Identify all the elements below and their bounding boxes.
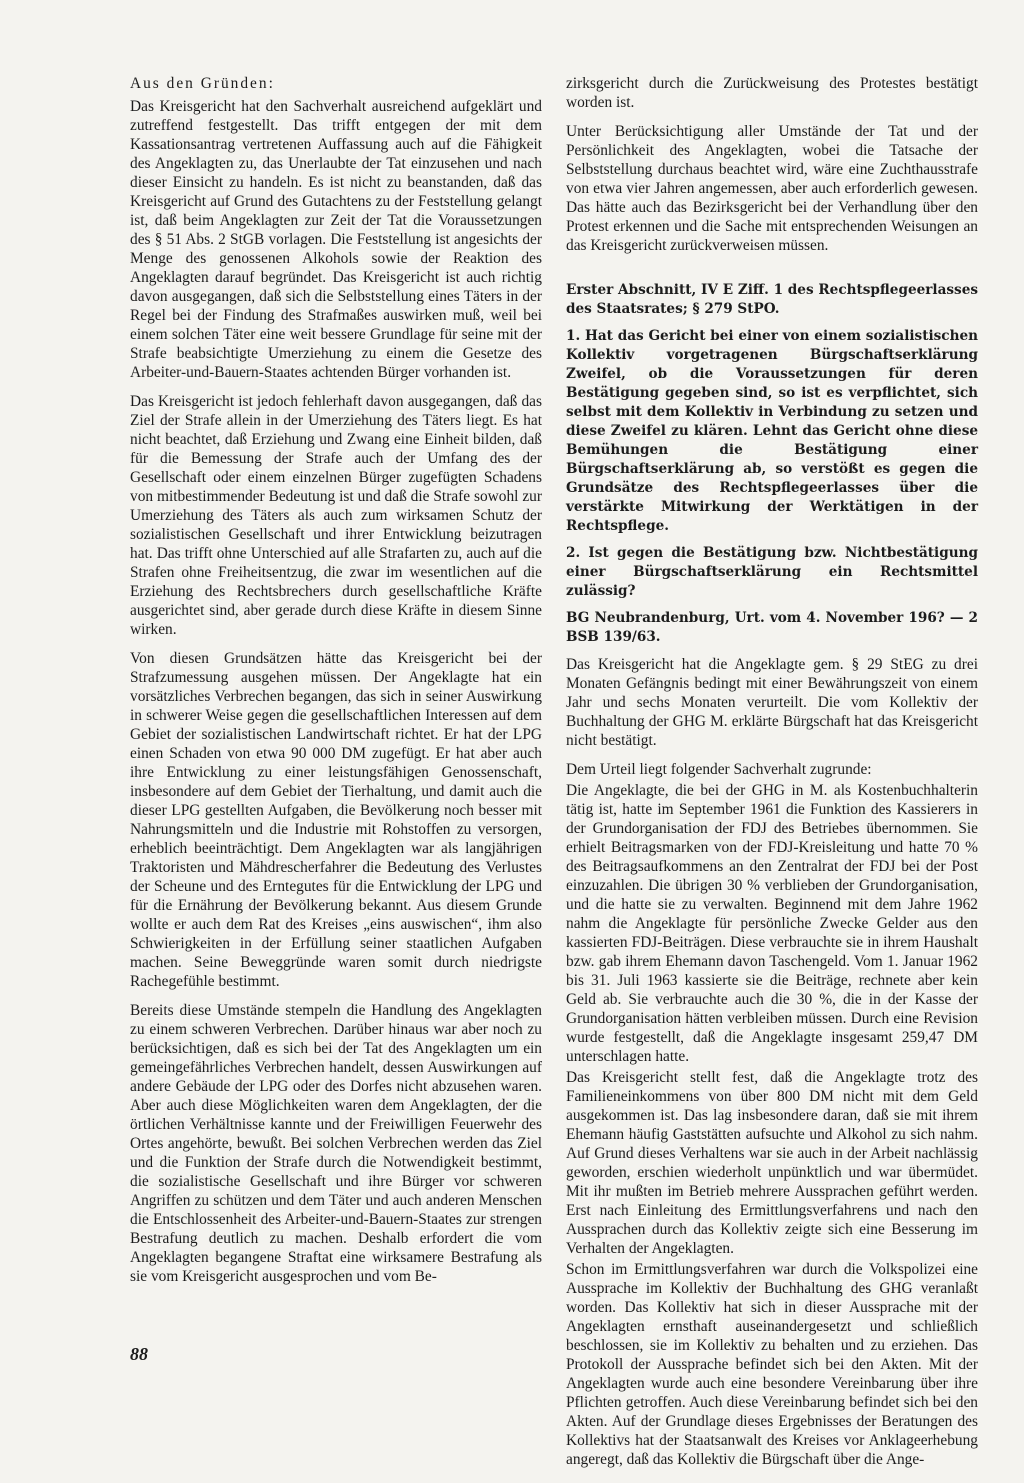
paragraph: Dem Urteil liegt folgender Sachverhalt zugrunde: (566, 761, 872, 778)
paragraph: Von diesen Grundsätzen hätte das Kreisgericht bei der Strafzumessung ausgehen müssen. Der Angeklagte hat ein vorsätzliches Verbrechen begangen, das sich in seiner Auswirkung in schwerer Weise gegen die gesellschaftlichen Interessen auf dem Gebiet der sozialistischen Landwirtschaft richtet. Er hat der LPG einen Schaden von etwa 90 000 DM zugefügt. Er hat aber auch ihre Entwicklung zu einer leistungsfähigen Genossenschaft, insbesondere auf dem Gebiet der Tierhaltung, und damit auch die dieser LPG gestellten Aufgaben, die Bevölkerung noch besser mit Nahrungsmitteln und die Industrie mit Rohstoffen zu versorgen, erheblich beeinträchtigt. Dem Angeklagten war als langjährigen Traktoristen und Mähdrescherfahrer die Bedeutung des Verlustes der Scheune und des Erntegutes für die Entwicklung der LPG und für die Ernährung der Bevölkerung bekannt. Aus diesem Grunde wollte er auch dem Rat des Kreises „eins auswischen“, ihm also Schwierigkeiten in der Erfüllung seiner staatlichen Aufgaben machen. Seine Beweggründe waren somit durch niedrigste Rachegefühle bestimmt. (130, 650, 542, 990)
paragraph: Das Kreisgericht stellt fest, daß die Angeklagte trotz des Familieneinkommens von über 800 DM nicht mit dem Geld ausgekommen ist. Das lag insbesondere daran, daß sie mit ihrem Ehemann häufig Gaststätten aufsuchte und Alkohol zu sich nahm. Auf Grund dieses Verhaltens war sie auch in der Arbeit nachlässig geworden, erschien wiederholt unpünktlich und war übermüdet. Mit ihr mußten im Betrieb mehrere Aussprachen geführt werden. Erst nach Einleitung des Ermittlungsverfahrens und nach den Aussprachen durch das Kollektiv zeigte sich eine Besserung im Verhalten der Angeklagten. (566, 1069, 978, 1257)
headnote-1: 1. Hat das Gericht bei einer von einem sozialistischen Kollektiv vorgetragenen Bürgschaftserklärung Zweifel, ob die Voraussetzungen für deren Bestätigung gegeben sind, so ist es verpflichtet, sich selbst mit dem Kollektiv in Verbindung zu setzen und diese Zweifel zu klären. Lehnt das Gericht ohne diese Bemühungen die Bestätigung einer Bürgschaftserklärung ab, so verstößt es gegen die Grundsätze des Rechtspflegeerlasses über die verstärkte Mitwirkung der Werktätigen in der Rechtspflege. (566, 328, 978, 534)
page-number: 88 (130, 1344, 148, 1364)
section-heading: Aus den Gründen: (130, 75, 275, 92)
paragraph: Die Angeklagte, die bei der GHG in M. als Kostenbuchhalterin tätig ist, hatte im September 1961 die Funktion des Kassierers in der Grundorganisation der FDJ des Betriebes übernommen. Sie erhielt Beitragsmarken von der FDJ-Kreisleitung und hatte 70 % des Beitragsaufkommens an den Zentralrat der FDJ bei der Post einzuzahlen. Die übrigen 30 % verblieben der Grundorganisation, und die hatte sie zu verwalten. Beginnend mit dem Jahre 1962 nahm die Angeklagte für persönliche Zwecke Gelder aus den kassierten FDJ-Beiträgen. Diese verbrauchte sie in ihrem Haushalt bzw. gab ihrem Ehemann davon Taschengeld. Vom 1. Januar 1962 bis 31. Juli 1963 kassierte sie die Beiträge, rechnete aber kein Geld ab. Sie verbrauchte auch die 30 %, die in der Kasse der Grundorganisation hätten verbleiben müssen. Durch eine Revision wurde festgestellt, daß die Angeklagte insgesamt 259,47 DM unterschlagen hatte. (566, 782, 978, 1065)
paragraph: Das Kreisgericht hat die Angeklagte gem. § 29 StEG zu drei Monaten Gefängnis bedingt mit einer Bewährungszeit von einem Jahr und sechs Monaten verurteilt. Die vom Kollektiv der Buchhaltung der GHG M. erklärte Bürgschaft hat das Kreisgericht nicht bestätigt. (566, 656, 978, 749)
legal-reference: Erster Abschnitt, IV E Ziff. 1 des Rechtspflegeerlasses des Staatsrates; § 279 StPO. (566, 282, 978, 317)
paragraph: zirksgericht durch die Zurückweisung des Protestes bestätigt worden ist. (566, 75, 978, 111)
right-column (566, 74, 978, 1471)
headnote-2: 2. Ist gegen die Bestätigung bzw. Nichtbestätigung einer Bürgschaftserklärung ein Rechtsmittel zulässig? (566, 545, 978, 599)
paragraph: Bereits diese Umstände stempeln die Handlung des Angeklagten zu einem schweren Verbrechen. Darüber hinaus war aber noch zu berücksichtigen, daß es sich bei der Tat des Angeklagten um ein gemeingefährliches Verbrechen handelt, dessen Auswirkungen auf andere Gebäude der LPG oder des Dorfes nicht abzusehen waren. Aber auch diese Möglichkeiten waren dem Angeklagten, der die örtlichen Verhältnisse kannte und der Freiwilligen Feuerwehr des Ortes angehörte, bewußt. Bei solchen Verbrechen werden das Ziel und die Funktion der Strafe durch die Notwendigkeit bestimmt, die sozialistische Gesellschaft und ihre Bürger vor schweren Angriffen zu schützen und dem Täter und auch anderen Menschen die Entschlossenheit des Arbeiter-und-Bauern-Staates zur strengen Bestrafung deutlich zu machen. Deshalb erfordert die vom Angeklagten begangene Straftat eine wirksamere Bestrafung als sie vom Kreisgericht ausgesprochen und vom Be- (130, 1002, 542, 1285)
paragraph: Das Kreisgericht hat den Sachverhalt ausreichend aufgeklärt und zutreffend festgestellt. Das trifft entgegen der mit dem Kassationsantrag vertretenen Auffassung auch auf die Fähigkeit des Angeklagten zu, das Unerlaubte der Tat einzusehen und nach dieser Einsicht zu handeln. Es ist nicht zu beanstanden, daß das Kreisgericht auf Grund des Gutachtens zu der Feststellung gelangt ist, daß beim Angeklagten zur Zeit der Tat die Voraussetzungen des § 51 Abs. 2 StGB vorlagen. Die Feststellung ist angesichts der Menge des genossenen Alkohols sowie der Reaktion des Angeklagten darauf begründet. Das Kreisgericht ist auch richtig davon ausgegangen, daß sich die Selbststellung eines Täters in der Regel bei der Findung des Strafmaßes auswirken muß, weil bei einem solchen Täter eine weit bessere Grundlage für seine mit der Strafe beabsichtigte Umerziehung zu einem die Gesetze des Arbeiter-und-Bauern-Staates achtenden Bürger vorhanden ist. (130, 98, 542, 381)
left-column (130, 74, 542, 1296)
paragraph: Das Kreisgericht ist jedoch fehlerhaft davon ausgegangen, daß das Ziel der Strafe allein in der Umerziehung des Täters liegt. Es hat nicht beachtet, daß Erziehung und Zwang eine Einheit bilden, daß für die Bemessung der Strafe auch der Umfang des der Gesellschaft oder einem einzelnen Bürger zugefügten Schadens von mitbestimmender Bedeutung ist und daß die Strafe sowohl zur Umerziehung des Täters als auch zum wirksamen Schutz der sozialistischen Gesellschaft und ihrer Entwicklung beizutragen hat. Das trifft ohne Unterschied auf alle Strafarten zu, auch auf die Strafen ohne Freiheitsentzug, die zwar im wesentlichen auf die Erziehung des Rechtsbrechers durch gesellschaftliche Kräfte ausgerichtet sind, aber gerade durch diese Kräfte in diesem Sinne wirken. (130, 393, 542, 638)
paragraph: Schon im Ermittlungsverfahren war durch die Volkspolizei eine Aussprache im Kollektiv der Buchhaltung des GHG veranlaßt worden. Das Kollektiv hat sich in dieser Aussprache mit der Angeklagten ernsthaft auseinandergesetzt und schließlich beschlossen, sie im Kollektiv zu behalten und zu erziehen. Das Protokoll der Aussprache befindet sich bei den Akten. Mit der Angeklagten wurde auch eine besondere Vereinbarung über ihre Pflichten getroffen. Auch diese Vereinbarung befindet sich bei den Akten. Auf der Grundlage dieses Ergebnisses der Beratungen des Kollektivs hat der Staatsanwalt des Kreises vor Anklageerhebung angeregt, daß das Kollektiv die Bürgschaft über die Ange- (566, 1261, 978, 1468)
paragraph: Unter Berücksichtigung aller Umstände der Tat und der Persönlichkeit des Angeklagten, wobei die Tatsache der Selbststellung durchaus beachtet wird, wäre eine Zuchthausstrafe von etwa vier Jahren angemessen, aber auch erforderlich gewesen. Das hätte auch das Bezirksgericht bei der Verhandlung über den Protest erkennen und die Sache mit entsprechenden Weisungen an das Kreisgericht zurückverweisen müssen. (566, 123, 978, 254)
case-citation: BG Neubrandenburg, Urt. vom 4. November 196? — 2 BSB 139/63. (566, 610, 978, 645)
